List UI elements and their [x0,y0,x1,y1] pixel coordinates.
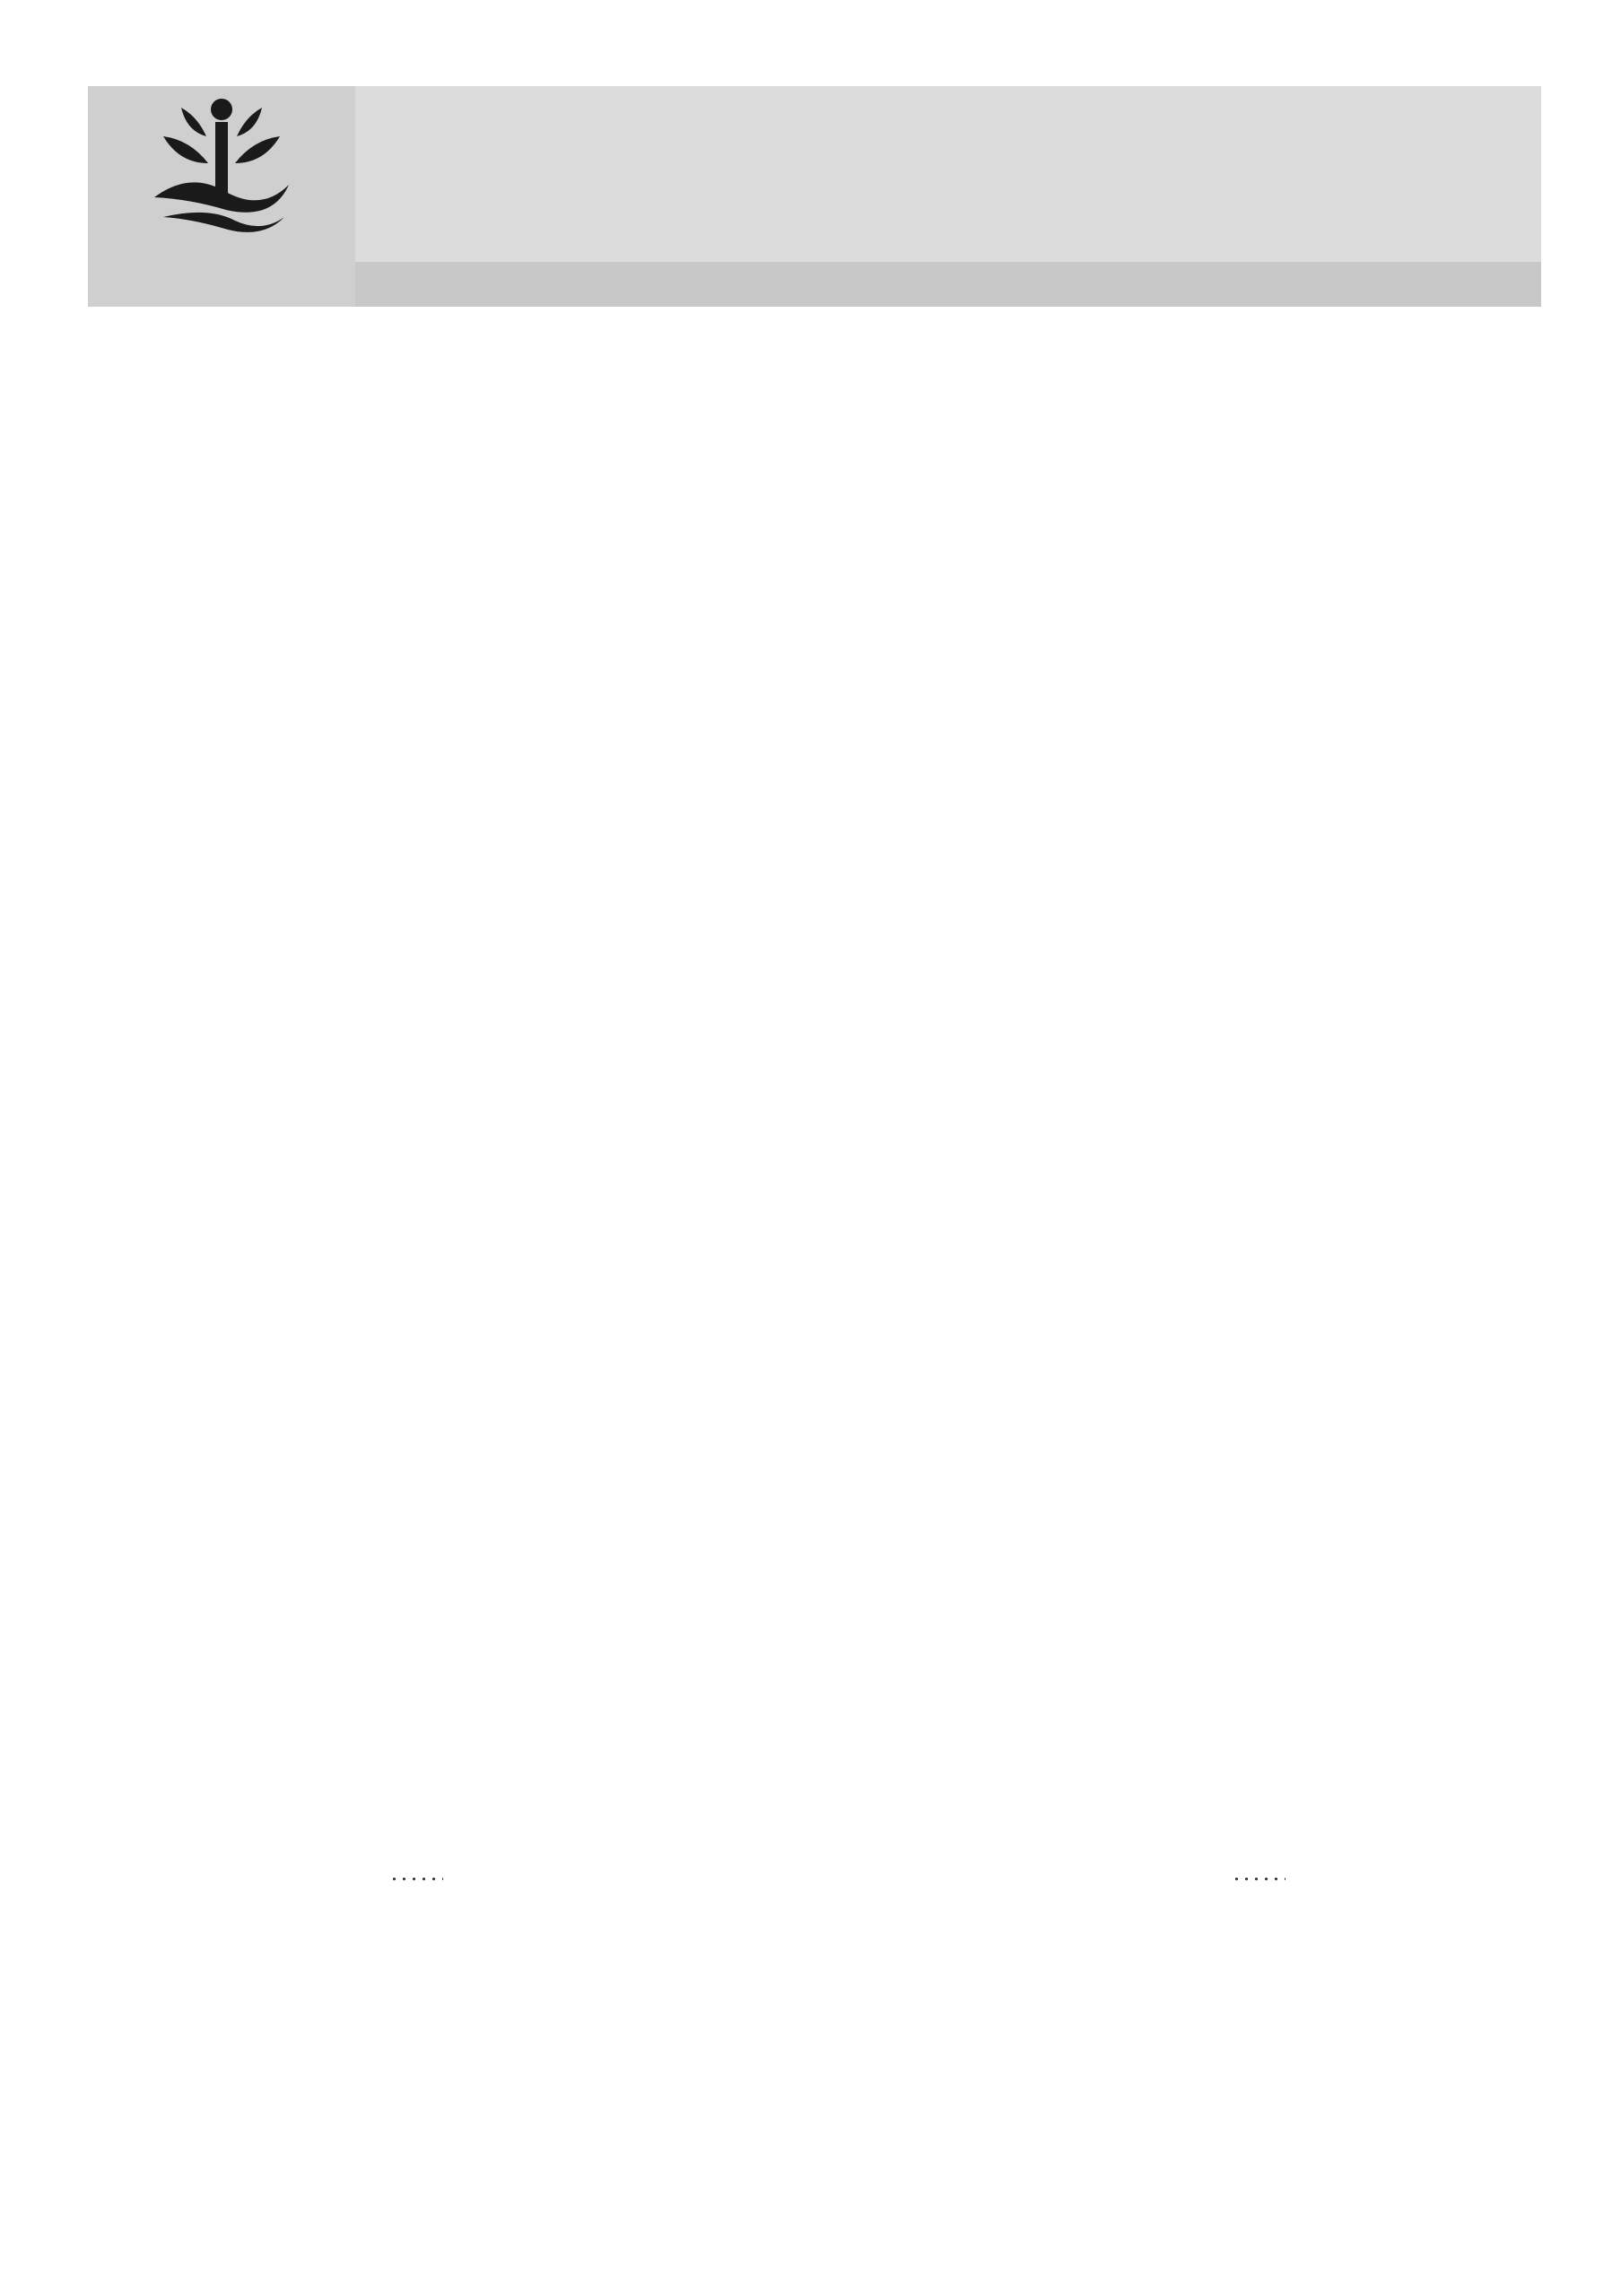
leader-dots [389,1877,443,1881]
order-row-offering [113,1826,1526,1925]
tree-logo-icon [145,91,298,235]
header-info-bar [355,262,1541,307]
offering-details [454,1873,1221,1878]
church-logo [88,86,355,307]
leader-dots [1232,1877,1285,1881]
header-banner [88,86,1541,307]
